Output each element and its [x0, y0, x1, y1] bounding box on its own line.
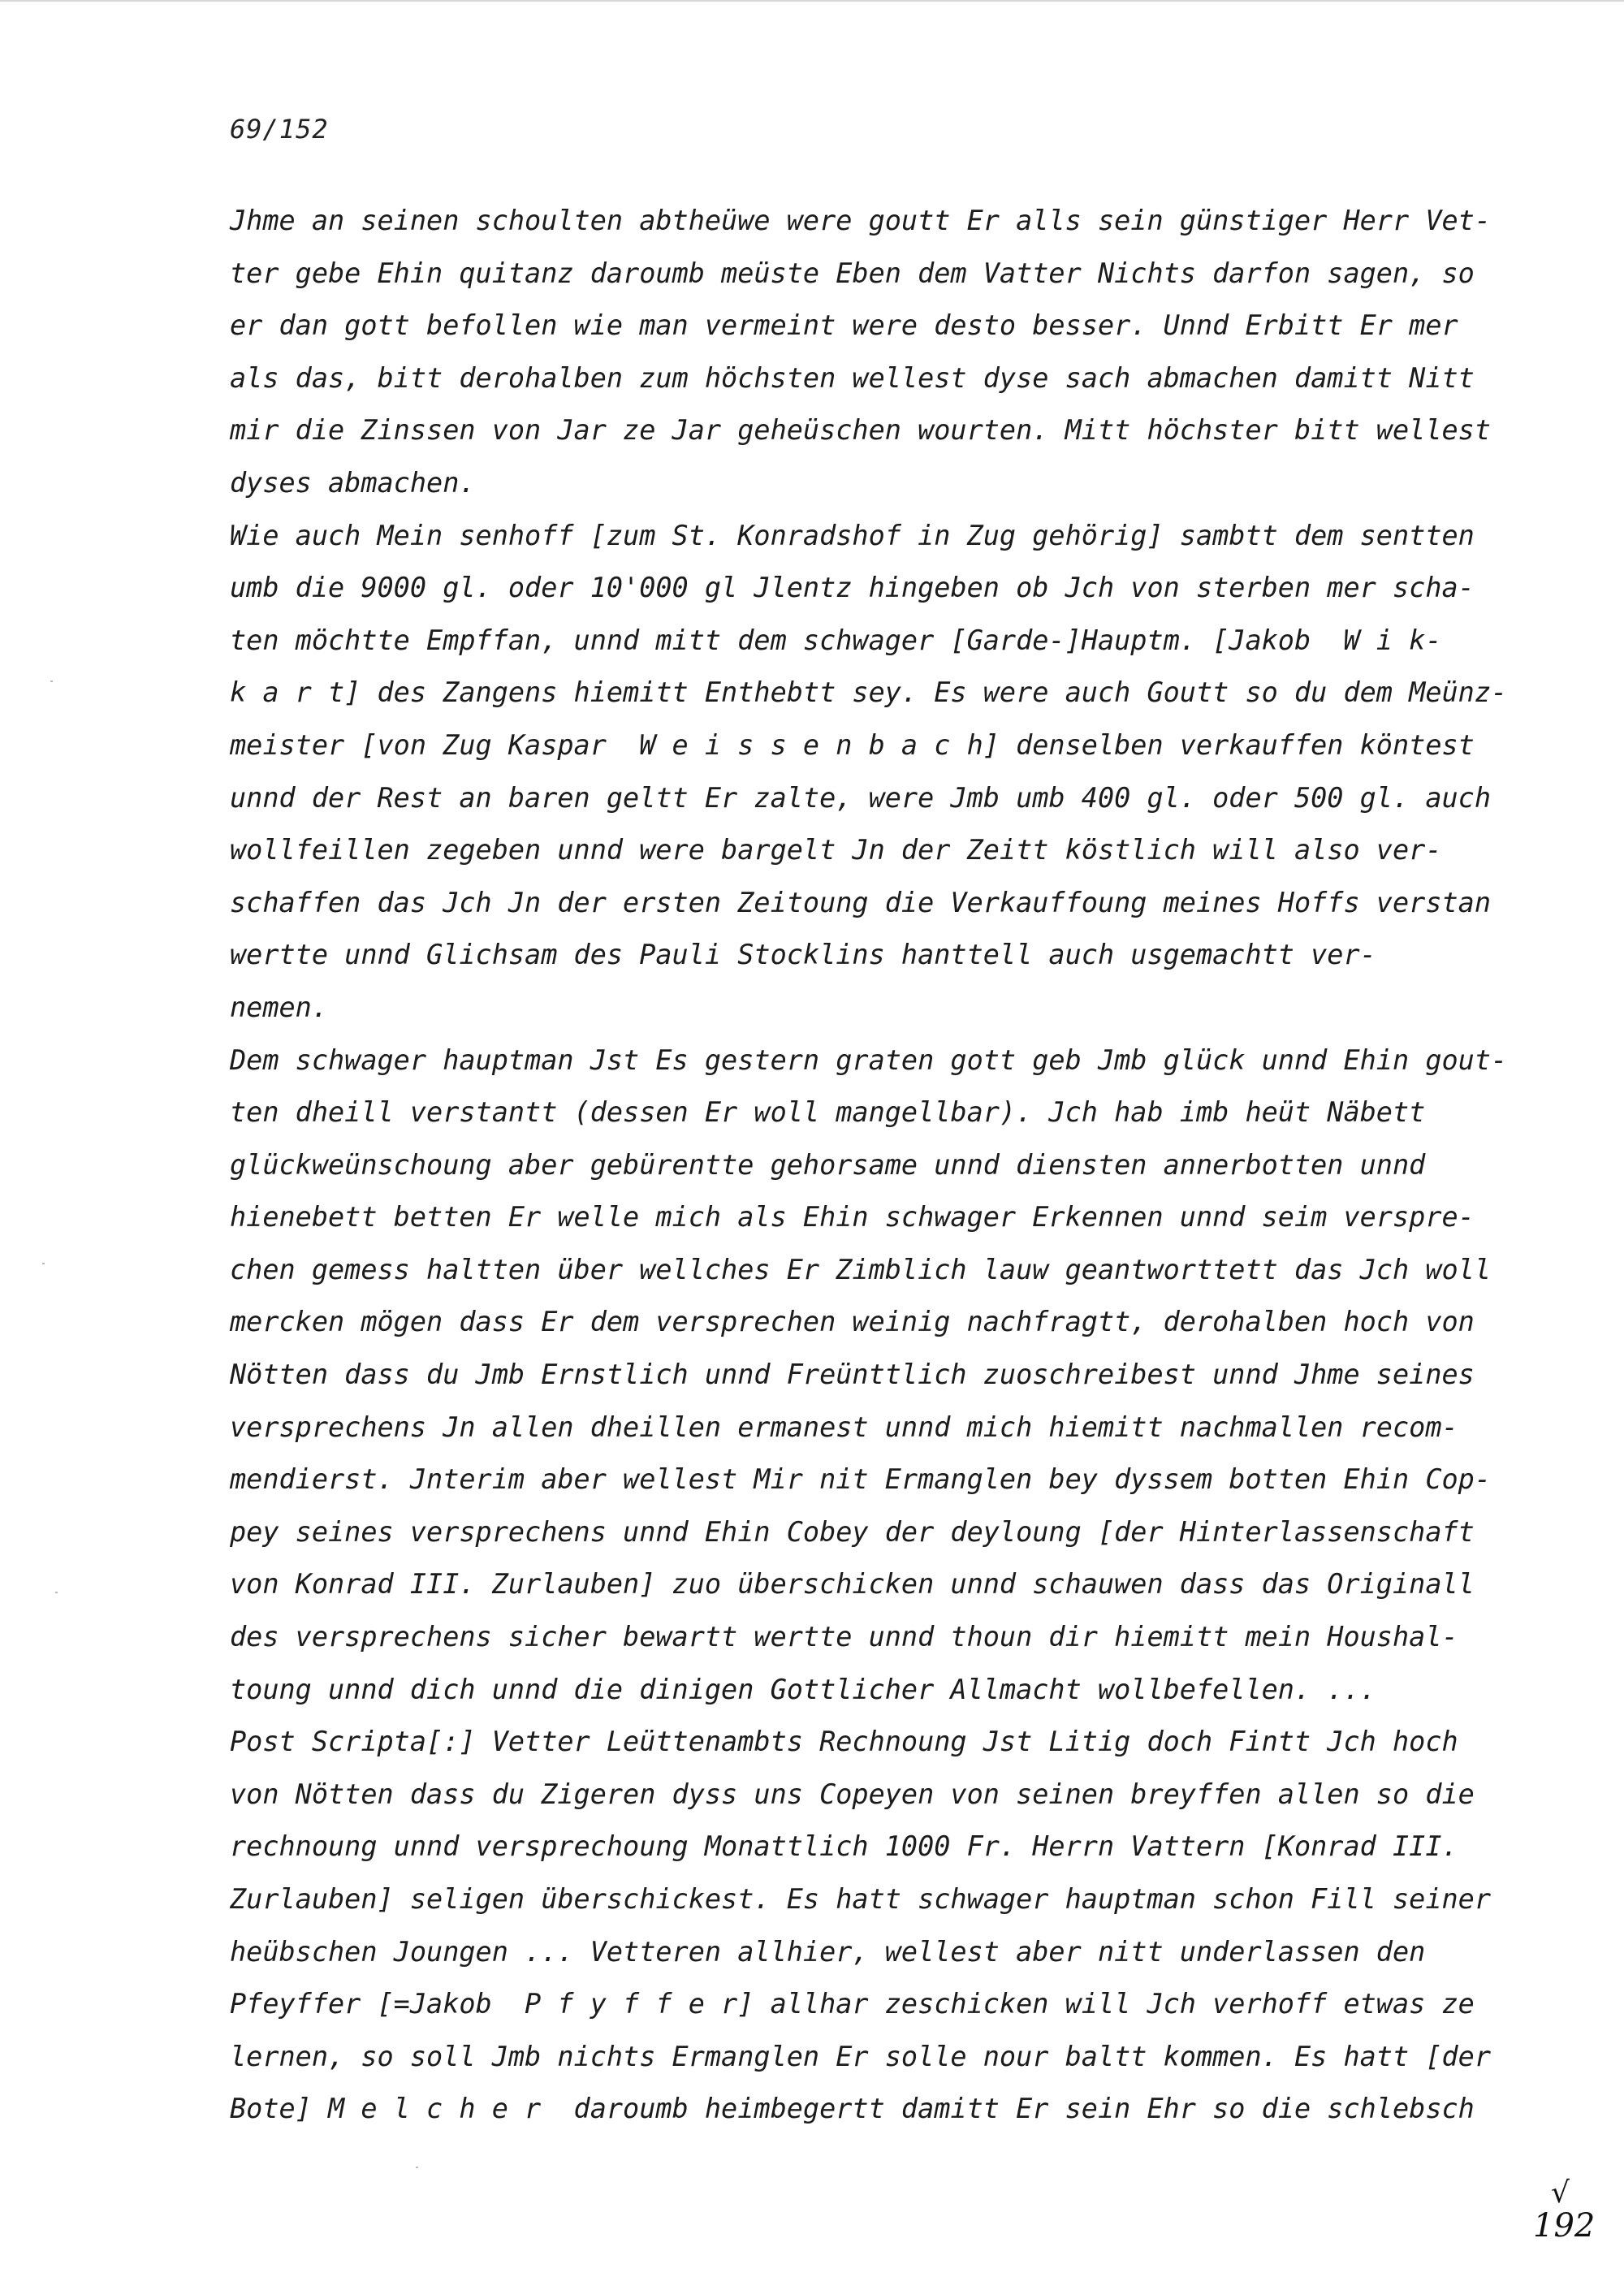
- text-line: heübschen Joungen ... Vetteren allhier, wellest aber nitt underlassen den: [230, 1935, 1426, 1968]
- text-line: mir die Zinssen von Jar ze Jar geheüschen wourten. Mitt höchster bitt wellest: [230, 414, 1491, 447]
- text-line: Pfeyffer [=Jakob P f y f f e r] allhar zeschicken will Jch verhoff etwas ze: [230, 1988, 1475, 2020]
- text-line: Zurlauben] seligen überschickest. Es hatt schwager hauptman schon Fill seiner: [230, 1883, 1491, 1915]
- text-line: des versprechens sicher bewartt wertte unnd thoun dir hiemitt mein Houshal-: [230, 1621, 1458, 1653]
- text-line: toung unnd dich unnd die dinigen Gottlicher Allmacht wollbefellen. ...: [230, 1673, 1376, 1705]
- text-line: ten dheill verstantt (dessen Er woll mangellbar). Jch hab imb heüt Näbett: [230, 1096, 1426, 1129]
- text-line: schaffen das Jch Jn der ersten Zeitoung die Verkauffoung meines Hoffs verstan: [230, 886, 1491, 918]
- text-line: wertte unnd Glichsam des Pauli Stocklins hanttell auch usgemachtt ver-: [230, 939, 1376, 971]
- text-line: er dan gott befollen wie man vermeint were desto besser. Unnd Erbitt Er mer: [230, 309, 1458, 342]
- text-line: lernen, so soll Jmb nichts Ermanglen Er solle nour baltt kommen. Es hatt [der: [230, 2040, 1491, 2072]
- text-line: von Konrad III. Zurlauben] zuo überschicken unnd schauwen dass das Originall: [230, 1568, 1475, 1601]
- text-line: versprechens Jn allen dheillen ermanest unnd mich hiemitt nachmallen recom-: [230, 1411, 1458, 1443]
- text-line: mendierst. Jnterim aber wellest Mir nit Ermanglen bey dyssem botten Ehin Cop-: [230, 1463, 1491, 1496]
- text-line: ter gebe Ehin quitanz daroumb meüste Eben dem Vatter Nichts darfon sagen, so: [230, 257, 1475, 289]
- text-line: wollfeillen zegeben unnd were bargelt Jn der Zeitt köstlich will also ver-: [230, 834, 1442, 866]
- check-mark: √: [1551, 2176, 1570, 2210]
- document-body: [230, 195, 1521, 2136]
- text-line: glückweünschoung aber gebürentte gehorsame unnd diensten annerbotten unnd: [230, 1148, 1426, 1181]
- text-line: Wie auch Mein senhoff [zum St. Konradshof in Zug gehörig] sambtt dem sentten: [230, 519, 1475, 551]
- text-line: unnd der Rest an baren geltt Er zalte, were Jmb umb 400 gl. oder 500 gl. auch: [230, 781, 1491, 814]
- page-top-edge: [0, 0, 1624, 2]
- text-line: mercken mögen dass Er dem versprechen weinig nachfragtt, derohalben hoch von: [230, 1306, 1475, 1338]
- scan-speck: [42, 1263, 45, 1264]
- text-line: ten möchtte Empffan, unnd mitt dem schwager [Garde-]Hauptm. [Jakob W i k-: [230, 624, 1442, 656]
- text-line: von Nötten dass du Zigeren dyss uns Copeyen von seinen breyffen allen so die: [230, 1778, 1475, 1810]
- page-number: 69/152: [230, 114, 329, 145]
- text-line: Dem schwager hauptman Jst Es gestern graten gott geb Jmb glück unnd Ehin gout-: [230, 1043, 1508, 1076]
- scan-speck: [416, 2167, 418, 2168]
- text-line: meister [von Zug Kaspar W e i s s e n b a c h] denselben verkauffen köntest: [230, 728, 1475, 761]
- text-line: Jhme an seinen schoulten abtheüwe were goutt Er alls sein günstiger Herr Vet-: [230, 205, 1491, 236]
- text-line: nemen.: [230, 991, 329, 1023]
- text-line: rechnoung unnd versprechoung Monattlich 1000 Fr. Herrn Vattern [Konrad III.: [230, 1830, 1458, 1863]
- text-line: umb die 9000 gl. oder 10'000 gl Jlentz hingeben ob Jch von sterben mer scha-: [230, 572, 1475, 604]
- text-line: Post Scripta[:] Vetter Leüttenambts Rechnoung Jst Litig doch Fintt Jch hoch: [230, 1726, 1458, 1758]
- text-line: dyses abmachen.: [230, 466, 476, 499]
- archive-page-mark: 192: [1533, 2207, 1596, 2245]
- scan-speck: [55, 1592, 58, 1593]
- text-line: k a r t] des Zangens hiemitt Enthebtt sey. Es were auch Goutt so du dem Meünz-: [230, 676, 1508, 709]
- scan-speck: [50, 681, 53, 682]
- text-line: Nötten dass du Jmb Ernstlich unnd Freünttlich zuoschreibest unnd Jhme seines: [230, 1359, 1475, 1391]
- text-line: Bote] M e l c h e r daroumb heimbegertt damitt Er sein Ehr so die schlebsch: [230, 2093, 1475, 2125]
- text-line: chen gemess haltten über wellches Er Zimblich lauw geantworttett das Jch woll: [230, 1253, 1491, 1285]
- text-line: als das, bitt derohalben zum höchsten wellest dyse sach abmachen damitt Nitt: [230, 361, 1475, 394]
- text-line: hienebett betten Er welle mich als Ehin schwager Erkennen unnd seim verspre-: [230, 1201, 1475, 1234]
- text-line: pey seines versprechens unnd Ehin Cobey der deyloung [der Hinterlassenschaft: [230, 1515, 1475, 1548]
